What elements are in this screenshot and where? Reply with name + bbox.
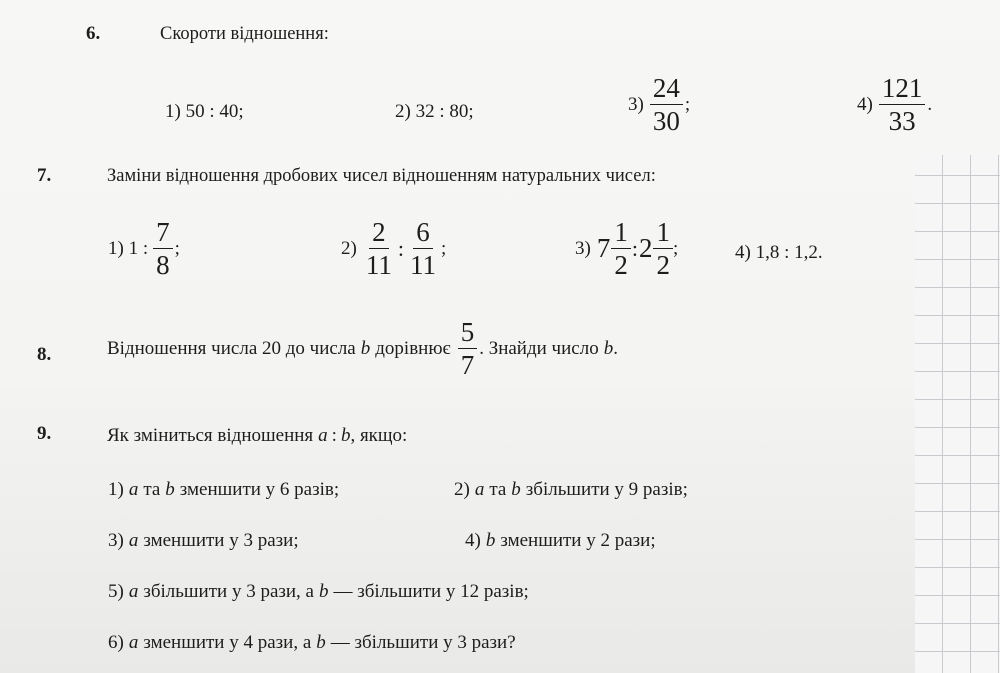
mixed-number bbox=[639, 218, 673, 280]
text-segment: Відношення числа 20 до числа bbox=[107, 337, 356, 359]
denominator: 11 bbox=[409, 250, 436, 281]
task-9-item-4 bbox=[465, 530, 656, 552]
variable-b: b bbox=[319, 581, 329, 602]
numerator: 121 bbox=[879, 74, 926, 105]
item-label: 2) bbox=[341, 237, 357, 259]
item-label: 4) bbox=[857, 93, 873, 115]
fraction bbox=[611, 218, 631, 280]
task-6-item-2: 2) 32 : 80; bbox=[395, 101, 474, 122]
text-segment: зменшити у 4 рази, а bbox=[143, 632, 312, 653]
task-6-item-1: 1) 50 : 40; bbox=[165, 101, 244, 122]
item-label: 2) bbox=[454, 479, 470, 500]
variable-b: b bbox=[360, 337, 371, 359]
task-8-number: 8. bbox=[37, 344, 52, 365]
numerator: 1 bbox=[653, 218, 673, 249]
item-label: 1) 1 : bbox=[108, 237, 149, 259]
fraction bbox=[879, 74, 926, 136]
item-label: 3) bbox=[628, 93, 644, 115]
variable-a: a bbox=[128, 479, 139, 500]
text-segment: Як зміниться відношення bbox=[107, 425, 314, 446]
punctuation: ; bbox=[684, 93, 691, 115]
punctuation: ; bbox=[672, 237, 679, 259]
item-label: 5) bbox=[108, 581, 124, 602]
variable-b: b bbox=[511, 479, 521, 500]
variable-a: a bbox=[128, 632, 139, 653]
numerator: 6 bbox=[413, 218, 433, 249]
ratio-colon: : bbox=[331, 425, 337, 446]
text-segment: збільшити у 3 рази, а bbox=[143, 581, 314, 602]
task-9-text bbox=[107, 425, 407, 447]
whole-part: 7 bbox=[596, 233, 611, 264]
denominator: 7 bbox=[460, 350, 475, 381]
task-9-item-2 bbox=[454, 479, 688, 501]
variable-a: a bbox=[128, 581, 139, 602]
item-label: 3) bbox=[575, 237, 591, 259]
task-7-item-2 bbox=[341, 218, 446, 280]
punctuation: . bbox=[613, 337, 618, 359]
item-label: 3) bbox=[108, 530, 124, 551]
mixed-number bbox=[597, 218, 631, 280]
fraction bbox=[458, 318, 478, 380]
fraction bbox=[153, 218, 173, 280]
denominator: 30 bbox=[652, 106, 680, 137]
variable-b: b bbox=[485, 530, 496, 551]
task-9-item-5 bbox=[108, 581, 529, 603]
text-segment: — збільшити у 12 разів; bbox=[333, 581, 529, 602]
text-segment: зменшити у 2 рази; bbox=[500, 530, 656, 551]
numerator: 7 bbox=[153, 218, 173, 249]
fraction bbox=[363, 218, 395, 280]
item-label: 1) bbox=[108, 479, 124, 500]
task-9-number: 9. bbox=[37, 423, 52, 444]
denominator: 33 bbox=[888, 106, 916, 137]
denominator: 11 bbox=[365, 250, 392, 281]
numerator: 1 bbox=[611, 218, 631, 249]
denominator: 2 bbox=[656, 250, 670, 281]
fraction bbox=[407, 218, 439, 280]
text-segment: . Знайди число bbox=[479, 337, 599, 359]
variable-b: b bbox=[603, 337, 614, 359]
text-segment: та bbox=[489, 479, 507, 500]
fraction bbox=[653, 218, 673, 280]
task-6-item-3 bbox=[628, 74, 690, 136]
text-segment: та bbox=[143, 479, 161, 500]
text-segment: дорівнює bbox=[375, 337, 451, 359]
task-9-item-3 bbox=[108, 530, 299, 552]
variable-a: a bbox=[474, 479, 485, 500]
variable-b: b bbox=[316, 632, 326, 653]
variable-b: b bbox=[340, 425, 351, 446]
task-6-item-4 bbox=[857, 74, 932, 136]
punctuation: . bbox=[927, 93, 933, 115]
numerator: 24 bbox=[650, 74, 683, 105]
fraction bbox=[650, 74, 683, 136]
variable-b: b bbox=[165, 479, 175, 500]
text-segment: зменшити у 3 рази; bbox=[143, 530, 299, 551]
text-segment: — збільшити у 3 рази? bbox=[330, 632, 516, 653]
punctuation: ; bbox=[174, 237, 180, 259]
task-7-number: 7. bbox=[37, 165, 52, 186]
ratio-colon: : bbox=[631, 235, 638, 261]
punctuation: ; bbox=[440, 237, 447, 259]
denominator: 8 bbox=[156, 250, 170, 281]
task-8-text bbox=[107, 318, 618, 380]
task-9-item-6 bbox=[108, 632, 516, 654]
ratio-colon: : bbox=[397, 235, 404, 261]
numerator: 5 bbox=[458, 318, 478, 349]
denominator: 2 bbox=[614, 250, 628, 281]
variable-a: a bbox=[318, 425, 328, 446]
whole-part: 2 bbox=[638, 233, 653, 264]
task-7-item-1 bbox=[108, 218, 180, 280]
task-7-item-3 bbox=[575, 218, 678, 280]
task-7-item-4: 4) 1,8 : 1,2. bbox=[735, 242, 823, 263]
task-6-number: 6. bbox=[86, 23, 101, 44]
numerator: 2 bbox=[369, 218, 389, 249]
variable-a: a bbox=[128, 530, 139, 551]
item-label: 4) bbox=[465, 530, 481, 551]
text-segment: збільшити у 9 разів; bbox=[525, 479, 688, 500]
text-segment: зменшити у 6 разів; bbox=[179, 479, 340, 500]
grid-paper-background bbox=[915, 155, 1000, 673]
text-segment: , якщо: bbox=[350, 425, 408, 446]
item-label: 6) bbox=[108, 632, 124, 653]
task-6-text: Скороти відношення: bbox=[160, 24, 329, 44]
task-7-text: Заміни відношення дробових чисел відношенням натуральних чисел: bbox=[107, 166, 656, 186]
task-9-item-1 bbox=[108, 479, 339, 501]
